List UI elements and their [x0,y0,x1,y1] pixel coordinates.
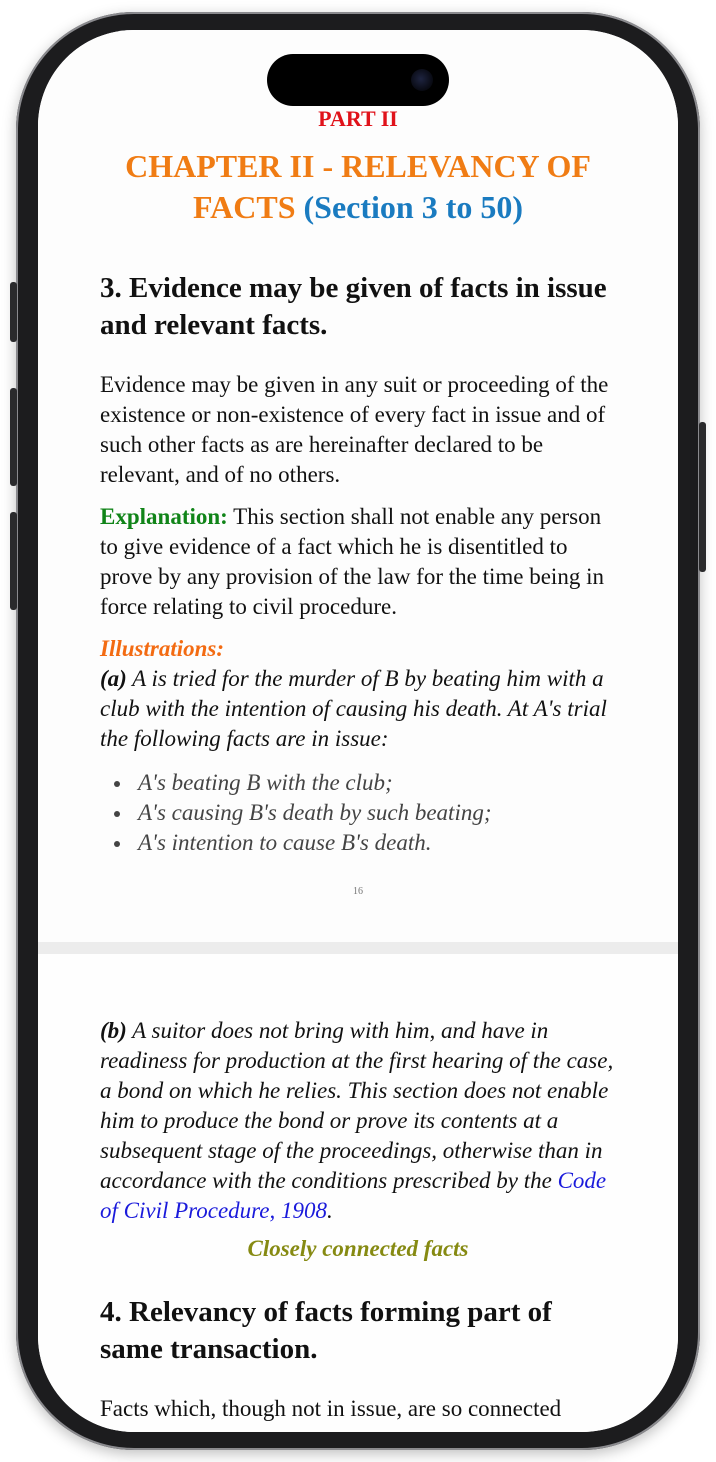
section-4-body: Facts which, though not in issue, are so connected [100,1396,562,1421]
explanation-paragraph [100,502,620,622]
illustration-a-text: A is tried for the murder of B by beating him with a club with the intention of causing his death. At A's trial the following facts are in issue: [100,666,607,751]
part-label: PART II [318,106,398,131]
explanation-text: This section shall not enable any person to give evidence of a fact which he is disentitled to prove by any provision of the law for the time being in force relating to civil procedure. [100,504,604,619]
illustration-b-text: A suitor does not bring with him, and have in readiness for production at the first hearing of the case, a bond on which he relies. This section does not enable him to produce the bond or prove its contents at a subsequent stage of the proceedings, otherwise than in accordance with the conditions prescribed by the [100,1018,614,1193]
screen [38,30,678,1432]
section-3-heading: 3. Evidence may be given of facts in issue and relevant facts. [100,272,607,341]
document-page [38,30,678,942]
page-number: 16 [353,886,363,897]
explanation-label: Explanation: [100,504,228,529]
closely-connected-facts-subheading: Closely connected facts [247,1236,469,1261]
camera-icon [411,69,433,91]
page-divider [38,942,678,954]
power-button [699,422,706,572]
illustration-a [100,664,620,754]
illustrations-heading: Illustrations: [100,636,224,661]
section-3-body: Evidence may be given in any suit or proceeding of the existence or non-existence of every fact in issue and of such other facts as are hereinafter declared to be relevant, and of no others. [100,372,609,487]
dynamic-island [267,54,449,106]
chapter-title [78,146,638,228]
list-item: A's intention to cause B's death. [110,828,630,858]
action-button [10,282,17,342]
volume-up-button [10,388,17,486]
illustration-b-end: . [326,1198,333,1223]
volume-down-button [10,512,17,610]
facts-in-issue-list [110,768,630,858]
illustration-b-mark: (b) [100,1018,127,1043]
illustration-a-mark: (a) [100,666,127,691]
code-of-civil-procedure-link[interactable]: Code of Civil Procedure, 1908 [100,1168,607,1223]
chapter-title-text: CHAPTER II - RELEVANCY OF FACTS [125,148,591,225]
section-4-heading: 4. Relevancy of facts forming part of same transaction. [100,1296,552,1365]
list-item: A's beating B with the club; [110,768,630,798]
list-item: A's causing B's death by such beating; [110,798,630,828]
illustration-b [100,1016,620,1226]
chapter-range: (Section 3 to 50) [303,189,524,225]
